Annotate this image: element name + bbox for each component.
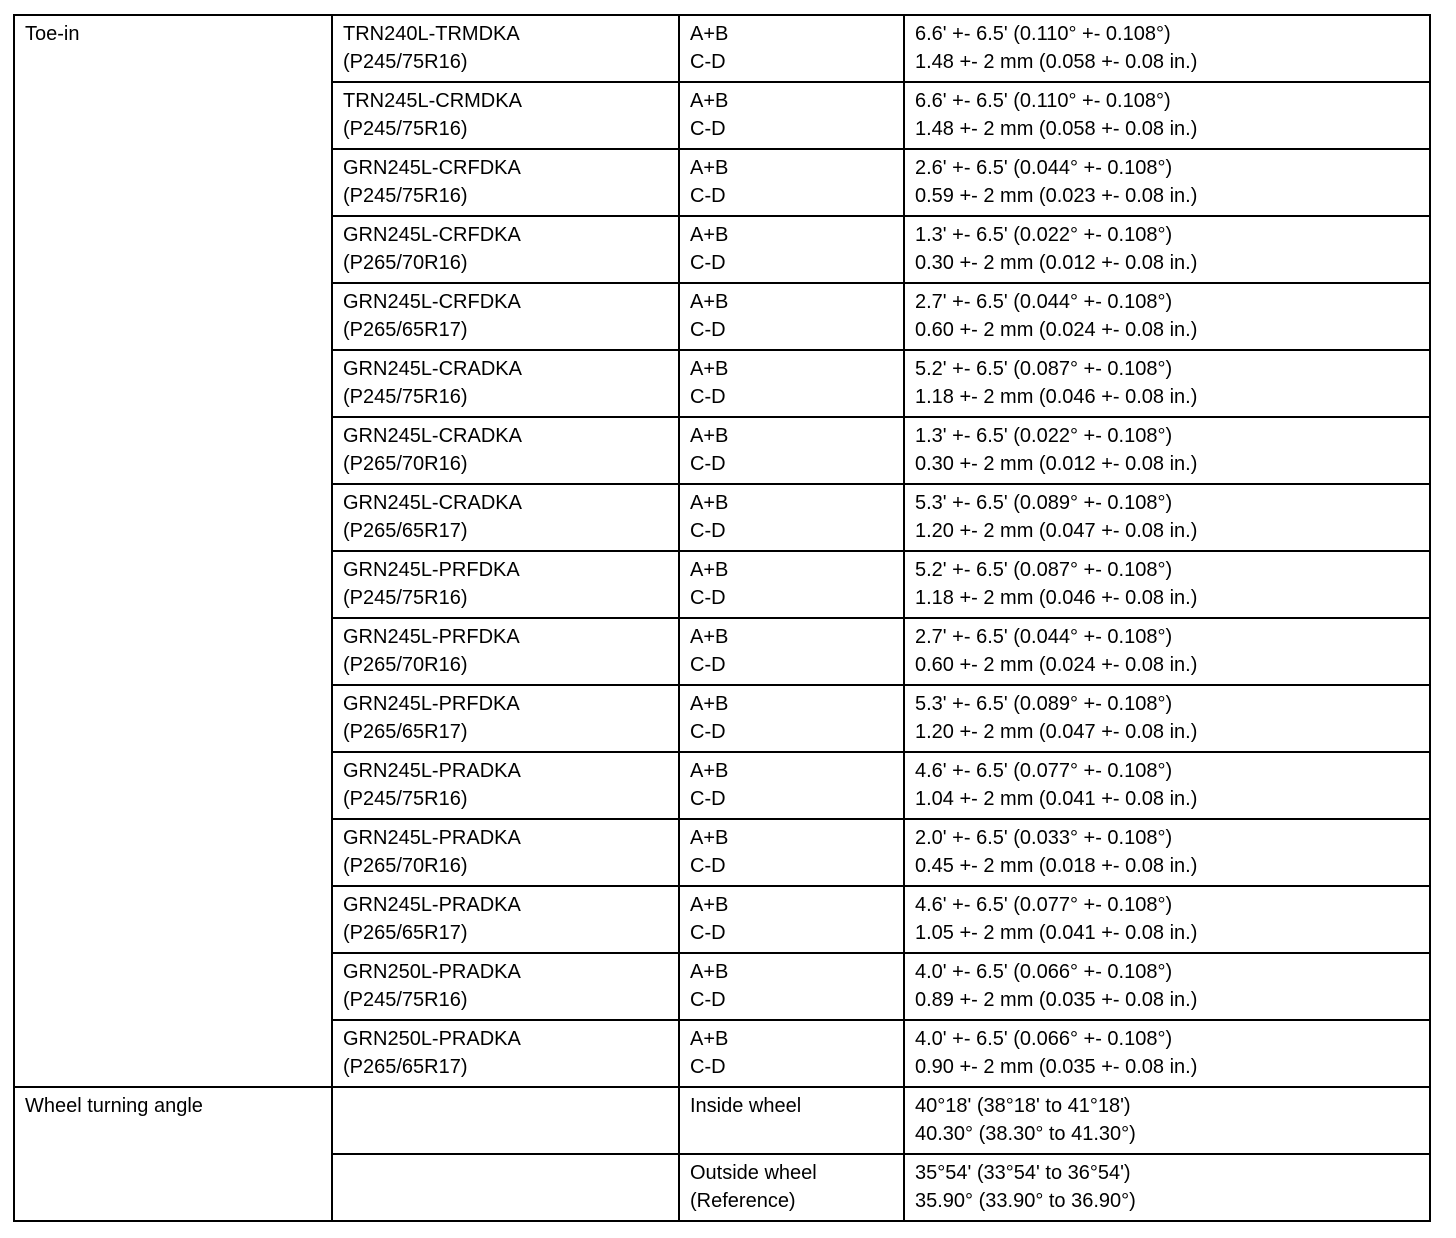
measure-point-cell xyxy=(679,1020,904,1087)
toe-distance-value: 0.60 +- 2 mm (0.024 +- 0.08 in.) xyxy=(915,319,1198,341)
measure-point-cell xyxy=(679,216,904,283)
toe-distance-value: 1.20 +- 2 mm (0.047 +- 0.08 in.) xyxy=(915,520,1198,542)
measure-point-cell xyxy=(679,417,904,484)
model-cell xyxy=(332,417,679,484)
wheel-turning-label: Wheel turning angle xyxy=(25,1095,203,1117)
toe-value-cell xyxy=(904,283,1430,350)
model-code: GRN245L-PRADKA xyxy=(343,894,521,916)
toe-value-cell xyxy=(904,82,1430,149)
measure-point-angle: A+B xyxy=(690,425,729,447)
measure-point-angle: A+B xyxy=(690,760,729,782)
model-cell xyxy=(332,752,679,819)
measure-point-cell xyxy=(679,484,904,551)
toe-value-cell xyxy=(904,752,1430,819)
turning-angle-decimal: 40.30° (38.30° to 41.30°) xyxy=(915,1123,1136,1145)
measure-point-distance: C-D xyxy=(690,721,726,743)
toe-angle-value: 4.0' +- 6.5' (0.066° +- 0.108°) xyxy=(915,1028,1173,1050)
tire-size: (P245/75R16) xyxy=(343,587,468,609)
model-cell xyxy=(332,551,679,618)
model-code: GRN245L-PRFDKA xyxy=(343,559,520,581)
measure-point-distance: C-D xyxy=(690,51,726,73)
turning-value-cell xyxy=(904,1087,1430,1154)
toe-value-cell xyxy=(904,484,1430,551)
turning-angle-decimal: 35.90° (33.90° to 36.90°) xyxy=(915,1190,1136,1212)
measure-point-angle: A+B xyxy=(690,224,729,246)
toe-value-cell xyxy=(904,15,1430,82)
model-code: GRN245L-CRFDKA xyxy=(343,291,521,313)
toe-angle-value: 6.6' +- 6.5' (0.110° +- 0.108°) xyxy=(915,23,1171,45)
model-cell xyxy=(332,953,679,1020)
model-cell xyxy=(332,216,679,283)
toe-angle-value: 6.6' +- 6.5' (0.110° +- 0.108°) xyxy=(915,90,1171,112)
model-cell xyxy=(332,15,679,82)
measure-point-angle: A+B xyxy=(690,291,729,313)
toe-value-cell xyxy=(904,618,1430,685)
toe-angle-value: 1.3' +- 6.5' (0.022° +- 0.108°) xyxy=(915,425,1173,447)
toe-in-spec-table xyxy=(13,14,1431,1222)
toe-in-label-cell xyxy=(14,15,332,1087)
toe-distance-value: 1.18 +- 2 mm (0.046 +- 0.08 in.) xyxy=(915,386,1198,408)
toe-distance-value: 0.89 +- 2 mm (0.035 +- 0.08 in.) xyxy=(915,989,1198,1011)
spec-table-body xyxy=(14,15,1430,1221)
measure-point-distance: C-D xyxy=(690,118,726,140)
measure-point-distance: C-D xyxy=(690,989,726,1011)
measure-point-cell xyxy=(679,685,904,752)
toe-angle-value: 4.6' +- 6.5' (0.077° +- 0.108°) xyxy=(915,760,1173,782)
tire-size: (P245/75R16) xyxy=(343,788,468,810)
measure-point-angle: A+B xyxy=(690,1028,729,1050)
model-code: GRN245L-CRADKA xyxy=(343,425,522,447)
model-code: GRN250L-PRADKA xyxy=(343,1028,521,1050)
measure-point-cell xyxy=(679,752,904,819)
wheel-position-cell xyxy=(679,1087,904,1154)
model-cell xyxy=(332,484,679,551)
tire-size: (P265/70R16) xyxy=(343,252,468,274)
measure-point-distance: C-D xyxy=(690,587,726,609)
model-cell xyxy=(332,283,679,350)
tire-size: (P265/65R17) xyxy=(343,721,468,743)
toe-distance-value: 1.04 +- 2 mm (0.041 +- 0.08 in.) xyxy=(915,788,1198,810)
model-code: TRN245L-CRMDKA xyxy=(343,90,522,112)
tire-size: (P245/75R16) xyxy=(343,118,468,140)
toe-angle-value: 2.7' +- 6.5' (0.044° +- 0.108°) xyxy=(915,626,1173,648)
measure-point-cell xyxy=(679,953,904,1020)
toe-angle-value: 4.6' +- 6.5' (0.077° +- 0.108°) xyxy=(915,894,1173,916)
measure-point-cell xyxy=(679,350,904,417)
toe-angle-value: 4.0' +- 6.5' (0.066° +- 0.108°) xyxy=(915,961,1173,983)
model-cell xyxy=(332,819,679,886)
measure-point-angle: A+B xyxy=(690,961,729,983)
tire-size: (P245/75R16) xyxy=(343,989,468,1011)
model-cell xyxy=(332,350,679,417)
model-code: GRN245L-PRADKA xyxy=(343,760,521,782)
toe-distance-value: 0.45 +- 2 mm (0.018 +- 0.08 in.) xyxy=(915,855,1198,877)
measure-point-cell xyxy=(679,551,904,618)
toe-angle-value: 5.3' +- 6.5' (0.089° +- 0.108°) xyxy=(915,492,1173,514)
wheel-position-note: (Reference) xyxy=(690,1190,796,1212)
model-cell xyxy=(332,82,679,149)
toe-value-cell xyxy=(904,551,1430,618)
model-cell xyxy=(332,886,679,953)
measure-point-cell xyxy=(679,886,904,953)
tire-size: (P265/70R16) xyxy=(343,855,468,877)
tire-size: (P265/65R17) xyxy=(343,319,468,341)
measure-point-angle: A+B xyxy=(690,894,729,916)
toe-distance-value: 1.20 +- 2 mm (0.047 +- 0.08 in.) xyxy=(915,721,1198,743)
model-code: GRN245L-PRADKA xyxy=(343,827,521,849)
measure-point-distance: C-D xyxy=(690,252,726,274)
measure-point-distance: C-D xyxy=(690,453,726,475)
toe-angle-value: 5.3' +- 6.5' (0.089° +- 0.108°) xyxy=(915,693,1173,715)
model-code: TRN240L-TRMDKA xyxy=(343,23,520,45)
toe-angle-value: 2.0' +- 6.5' (0.033° +- 0.108°) xyxy=(915,827,1173,849)
measure-point-distance: C-D xyxy=(690,386,726,408)
tire-size: (P265/65R17) xyxy=(343,1056,468,1078)
toe-distance-value: 0.30 +- 2 mm (0.012 +- 0.08 in.) xyxy=(915,252,1198,274)
toe-distance-value: 1.05 +- 2 mm (0.041 +- 0.08 in.) xyxy=(915,922,1198,944)
model-cell xyxy=(332,685,679,752)
toe-value-cell xyxy=(904,886,1430,953)
measure-point-distance: C-D xyxy=(690,788,726,810)
toe-distance-value: 1.18 +- 2 mm (0.046 +- 0.08 in.) xyxy=(915,587,1198,609)
toe-angle-value: 5.2' +- 6.5' (0.087° +- 0.108°) xyxy=(915,358,1173,380)
wheel-position: Inside wheel xyxy=(690,1095,802,1117)
model-code: GRN245L-CRFDKA xyxy=(343,157,521,179)
model-code: GRN245L-CRADKA xyxy=(343,492,522,514)
tire-size: (P245/75R16) xyxy=(343,386,468,408)
toe-angle-value: 1.3' +- 6.5' (0.022° +- 0.108°) xyxy=(915,224,1173,246)
toe-value-cell xyxy=(904,149,1430,216)
measure-point-angle: A+B xyxy=(690,626,729,648)
turning-value-cell xyxy=(904,1154,1430,1221)
tire-size: (P265/70R16) xyxy=(343,654,468,676)
toe-distance-value: 0.30 +- 2 mm (0.012 +- 0.08 in.) xyxy=(915,453,1198,475)
measure-point-cell xyxy=(679,819,904,886)
toe-distance-value: 1.48 +- 2 mm (0.058 +- 0.08 in.) xyxy=(915,51,1198,73)
toe-angle-value: 2.6' +- 6.5' (0.044° +- 0.108°) xyxy=(915,157,1173,179)
model-cell xyxy=(332,149,679,216)
toe-value-cell xyxy=(904,417,1430,484)
toe-distance-value: 0.59 +- 2 mm (0.023 +- 0.08 in.) xyxy=(915,185,1198,207)
wheel-position: Outside wheel xyxy=(690,1162,817,1184)
measure-point-cell xyxy=(679,82,904,149)
toe-distance-value: 0.90 +- 2 mm (0.035 +- 0.08 in.) xyxy=(915,1056,1198,1078)
measure-point-angle: A+B xyxy=(690,559,729,581)
measure-point-angle: A+B xyxy=(690,358,729,380)
tire-size: (P265/65R17) xyxy=(343,922,468,944)
measure-point-angle: A+B xyxy=(690,23,729,45)
turning-angle-dms: 40°18' (38°18' to 41°18') xyxy=(915,1095,1131,1117)
tire-size: (P265/65R17) xyxy=(343,520,468,542)
toe-value-cell xyxy=(904,216,1430,283)
measure-point-distance: C-D xyxy=(690,922,726,944)
measure-point-angle: A+B xyxy=(690,827,729,849)
measure-point-cell xyxy=(679,618,904,685)
tire-size: (P245/75R16) xyxy=(343,51,468,73)
table-row xyxy=(14,15,1430,82)
toe-angle-value: 5.2' +- 6.5' (0.087° +- 0.108°) xyxy=(915,559,1173,581)
model-code: GRN245L-CRADKA xyxy=(343,358,522,380)
model-code: GRN245L-CRFDKA xyxy=(343,224,521,246)
toe-value-cell xyxy=(904,819,1430,886)
toe-in-label: Toe-in xyxy=(25,23,80,45)
measure-point-distance: C-D xyxy=(690,855,726,877)
toe-value-cell xyxy=(904,350,1430,417)
toe-value-cell xyxy=(904,685,1430,752)
tire-size: (P265/70R16) xyxy=(343,453,468,475)
measure-point-distance: C-D xyxy=(690,654,726,676)
measure-point-angle: A+B xyxy=(690,90,729,112)
measure-point-cell xyxy=(679,15,904,82)
toe-value-cell xyxy=(904,1020,1430,1087)
toe-distance-value: 1.48 +- 2 mm (0.058 +- 0.08 in.) xyxy=(915,118,1198,140)
model-code: GRN250L-PRADKA xyxy=(343,961,521,983)
toe-angle-value: 2.7' +- 6.5' (0.044° +- 0.108°) xyxy=(915,291,1173,313)
toe-value-cell xyxy=(904,953,1430,1020)
turning-angle-dms: 35°54' (33°54' to 36°54') xyxy=(915,1162,1131,1184)
empty-model-cell xyxy=(332,1154,679,1221)
model-code: GRN245L-PRFDKA xyxy=(343,626,520,648)
measure-point-distance: C-D xyxy=(690,185,726,207)
measure-point-cell xyxy=(679,149,904,216)
measure-point-angle: A+B xyxy=(690,157,729,179)
tire-size: (P245/75R16) xyxy=(343,185,468,207)
measure-point-distance: C-D xyxy=(690,1056,726,1078)
table-row xyxy=(14,1087,1430,1154)
wheel-turning-label-cell xyxy=(14,1087,332,1221)
measure-point-angle: A+B xyxy=(690,492,729,514)
model-cell xyxy=(332,1020,679,1087)
wheel-position-cell xyxy=(679,1154,904,1221)
measure-point-distance: C-D xyxy=(690,319,726,341)
model-cell xyxy=(332,618,679,685)
toe-distance-value: 0.60 +- 2 mm (0.024 +- 0.08 in.) xyxy=(915,654,1198,676)
empty-model-cell xyxy=(332,1087,679,1154)
model-code: GRN245L-PRFDKA xyxy=(343,693,520,715)
measure-point-cell xyxy=(679,283,904,350)
measure-point-distance: C-D xyxy=(690,520,726,542)
measure-point-angle: A+B xyxy=(690,693,729,715)
